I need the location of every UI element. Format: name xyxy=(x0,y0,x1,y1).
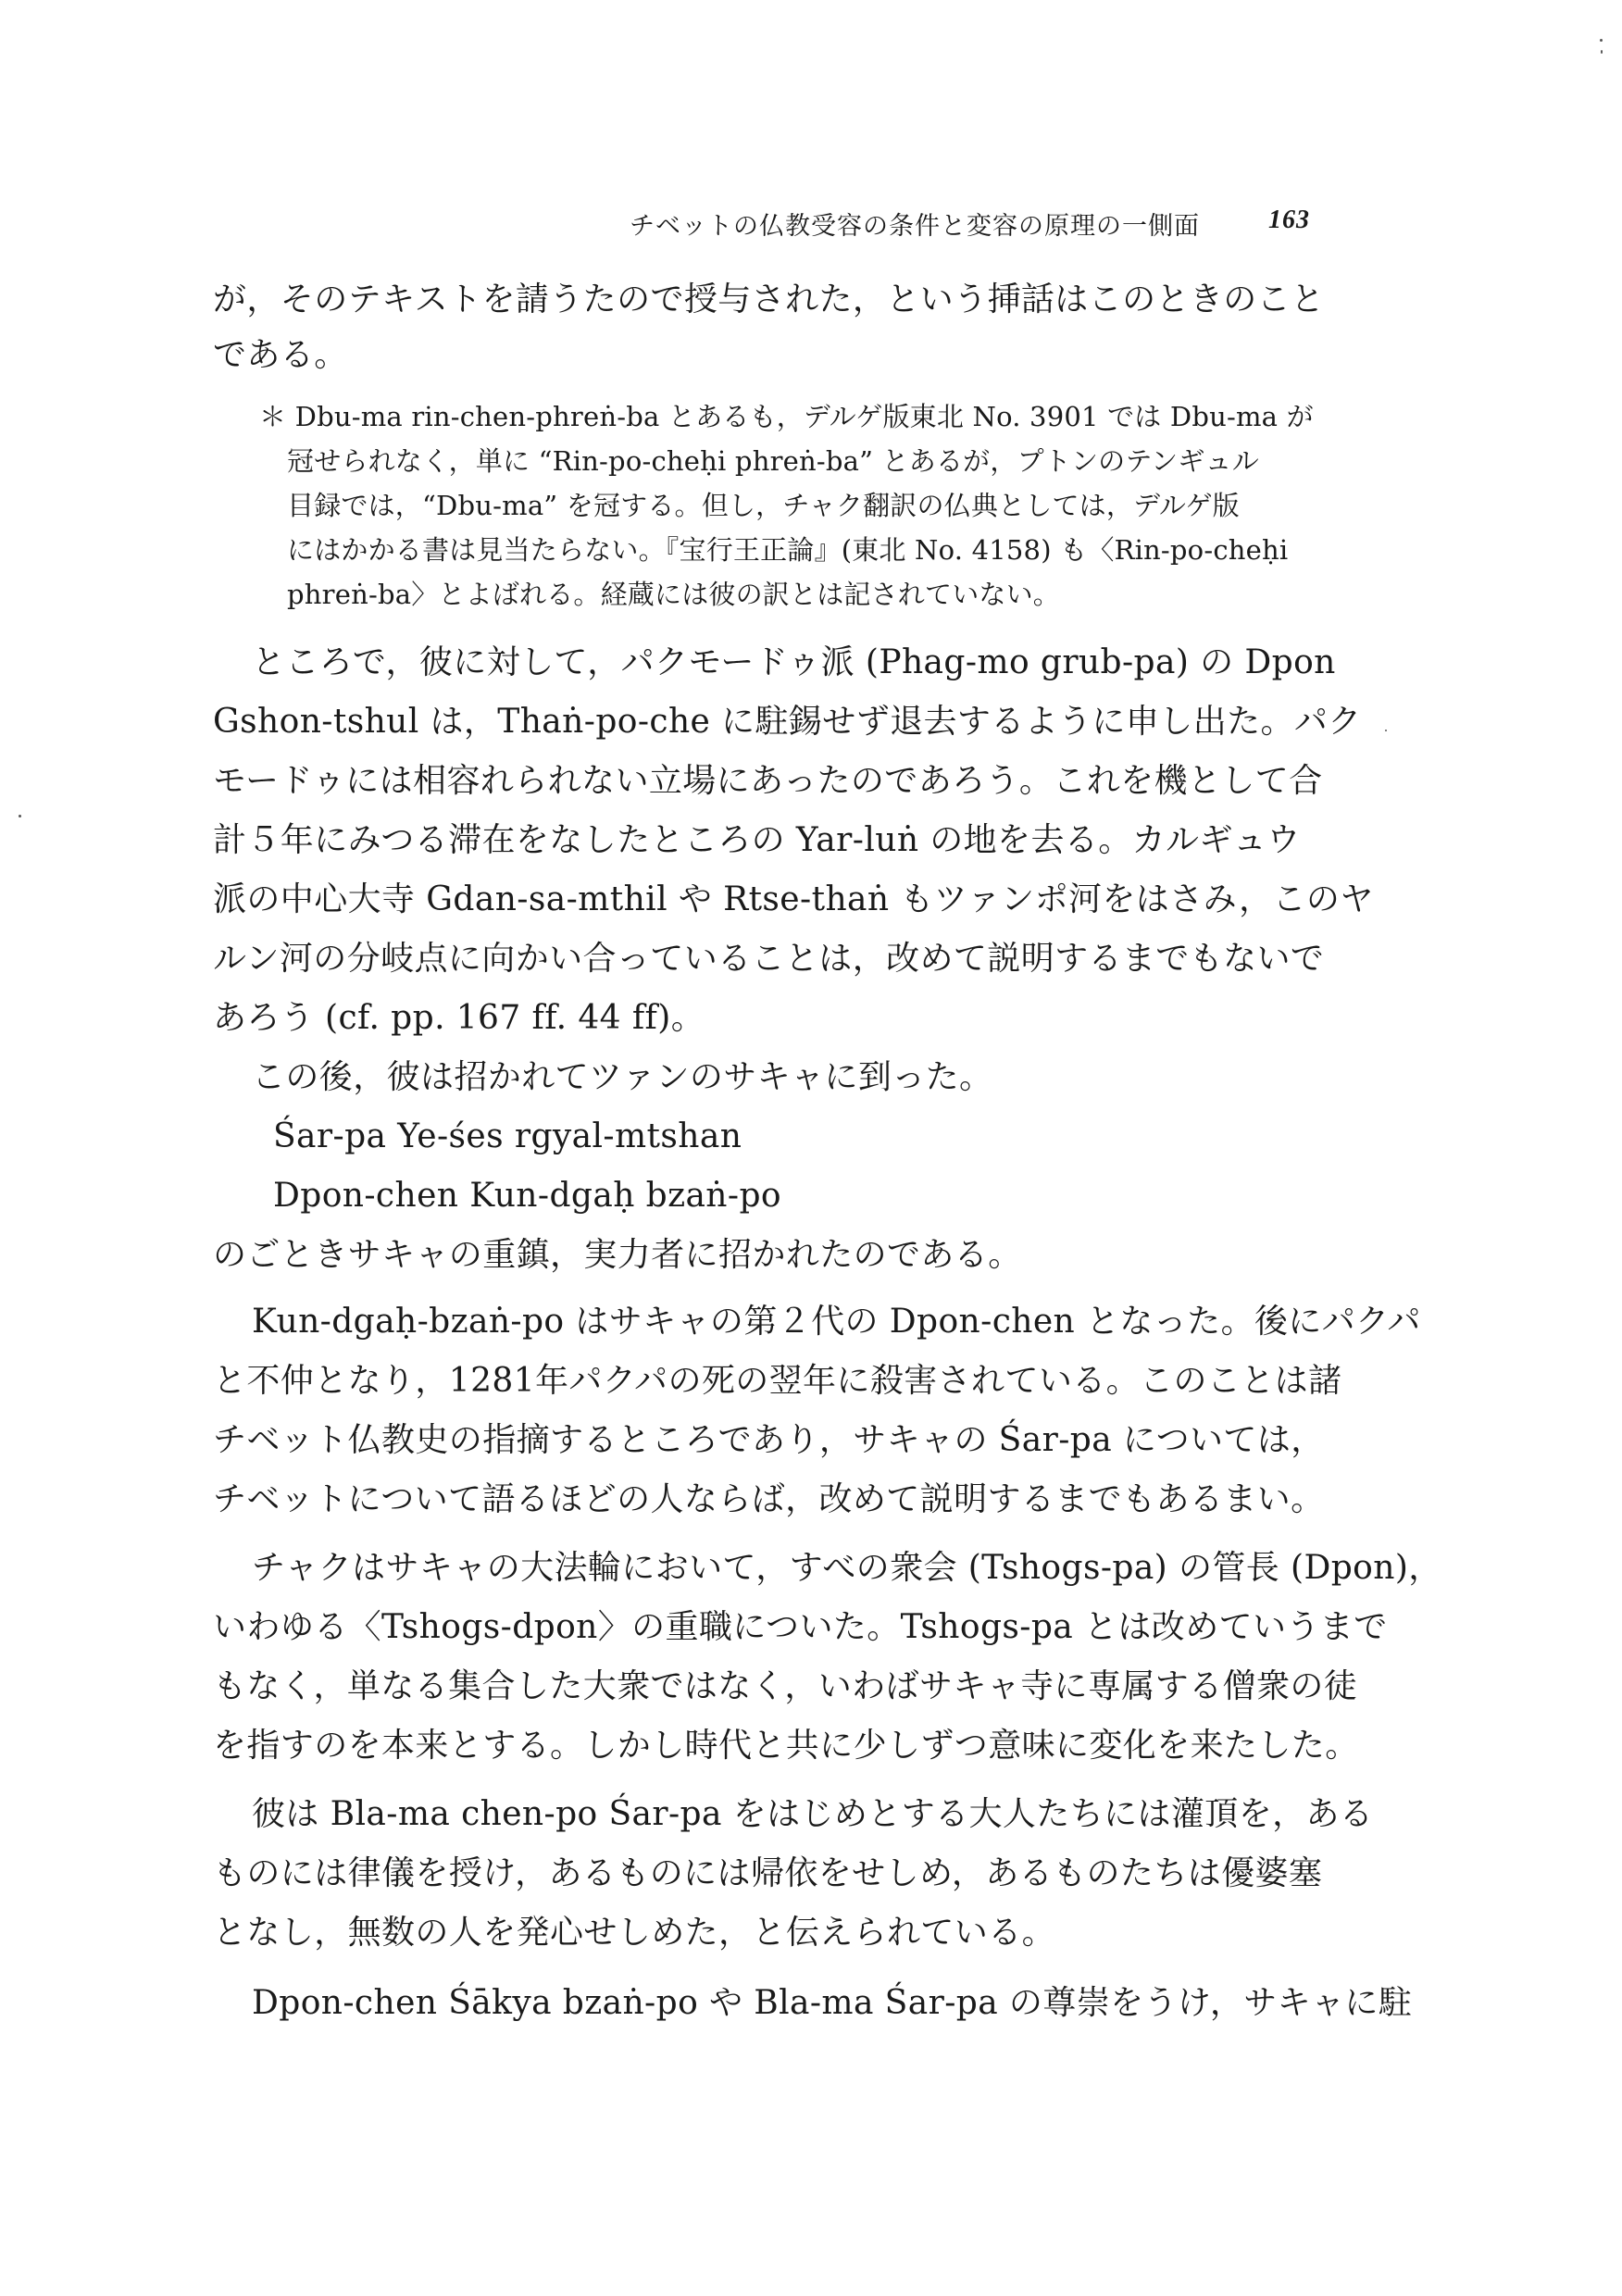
body-line: Kun-dgaḥ-bzaṅ-po はサキャの第２代の Dpon-chen となった。後にパクパ xyxy=(252,1303,1421,1341)
page-number: 163 xyxy=(1268,206,1310,234)
footnote-line: 目録では，“Dbu-ma” を冠する。但し，チャク翻訳の仏典としては，デルゲ版 xyxy=(287,490,1240,521)
body-line: この後，彼は招かれてツァンのサキャに到った。 xyxy=(252,1058,993,1096)
footnote-line: ＊ Dbu-ma rin-chen-phreṅ-ba とあるも，デルゲ版東北 No. 3901 では Dbu-ma が xyxy=(259,401,1314,432)
body-line: もなく，単なる集合した大衆ではなく，いわばサキャ寺に専属する僧衆の徒 xyxy=(213,1667,1358,1705)
body-line: チベット仏教史の指摘するところであり，サキャの Śar-pa については， xyxy=(213,1421,1325,1459)
body-line: ルン河の分岐点に向かい合っていることは，改めて説明するまでもないで xyxy=(213,940,1325,978)
body-line: ものには律儀を授け，あるものには帰依をせしめ，あるものたちは優婆塞 xyxy=(213,1854,1323,1892)
body-line: 彼は Bla-ma chen-po Śar-pa をはじめとする大人たちには灌頂を，ある xyxy=(252,1795,1374,1833)
body-line: を指すのを本来とする。しかし時代と共に少しずつ意味に変化を来たした。 xyxy=(213,1727,1359,1765)
scan-speck xyxy=(1385,730,1387,731)
body-line: が，そのテキストを請うたので授与された，という挿話はこのときのこと xyxy=(213,281,1325,318)
name-line: Dpon-chen Kun-dgaḥ bzaṅ-po xyxy=(273,1177,781,1215)
body-line: である。 xyxy=(213,336,348,374)
body-line: のごときサキャの重鎮，実力者に招かれたのである。 xyxy=(213,1236,1022,1274)
body-line: モードゥには相容れられない立場にあったのであろう。これを機として合 xyxy=(213,762,1323,800)
body-line: 計５年にみつる滞在をなしたところの Yar-luṅ の地を去る。カルギュウ xyxy=(213,821,1301,859)
footnote-line: phreṅ-ba〉とよばれる。経蔵には彼の訳とは記されていない。 xyxy=(287,579,1060,610)
body-line: 派の中心大寺 Gdan-sa-mthil や Rtse-thaṅ もツァンポ河をはさみ，このヤ xyxy=(213,880,1374,918)
body-line: と不仲となり，1281年パクパの死の翌年に殺害されている。このことは諸 xyxy=(213,1362,1342,1400)
body-line: ところで，彼に対して，パクモードゥ派 (Phag-mo grub-pa) の Dpon xyxy=(252,643,1336,681)
body-line: あろう (cf. pp. 167 ff. 44 ff)。 xyxy=(213,999,705,1037)
footnote-line: 冠せられなく，単に “Rin-po-cheḥi phreṅ-ba” とあるが，プトンのテンギュル xyxy=(287,445,1259,477)
body-line: となし，無数の人を発心せしめた，と伝えられている。 xyxy=(213,1914,1056,1952)
body-line: Dpon-chen Śākya bzaṅ-po や Bla-ma Śar-pa の尊崇をうけ，サキャに駐 xyxy=(252,1984,1413,2022)
body-line: チベットについて語るほどの人ならば，改めて説明するまでもあるまい。 xyxy=(213,1480,1325,1518)
running-title: チベットの仏教受容の条件と変容の原理の一側面 xyxy=(630,212,1200,241)
name-line: Śar-pa Ye-śes rgyal-mtshan xyxy=(273,1117,742,1155)
scan-speck xyxy=(1600,39,1603,42)
footnote-line: にはかかる書は見当たらない。『宝行王正論』(東北 No. 4158) も〈Rin-po-cheḥi xyxy=(287,534,1289,566)
running-head xyxy=(630,206,1315,243)
scan-speck xyxy=(1601,50,1603,54)
body-line: Gshon-tshul は，Thaṅ-po-che に駐錫せず退去するように申し出た。パク xyxy=(213,703,1362,741)
scan-speck xyxy=(19,815,21,817)
body-line: チャクはサキャの大法輪において，すべの衆会 (Tshogs-pa) の管長 (Dpon)， xyxy=(252,1549,1442,1587)
body-line: いわゆる〈Tshogs-dpon〉の重職についた。Tshogs-pa とは改めていうまで xyxy=(213,1608,1388,1646)
